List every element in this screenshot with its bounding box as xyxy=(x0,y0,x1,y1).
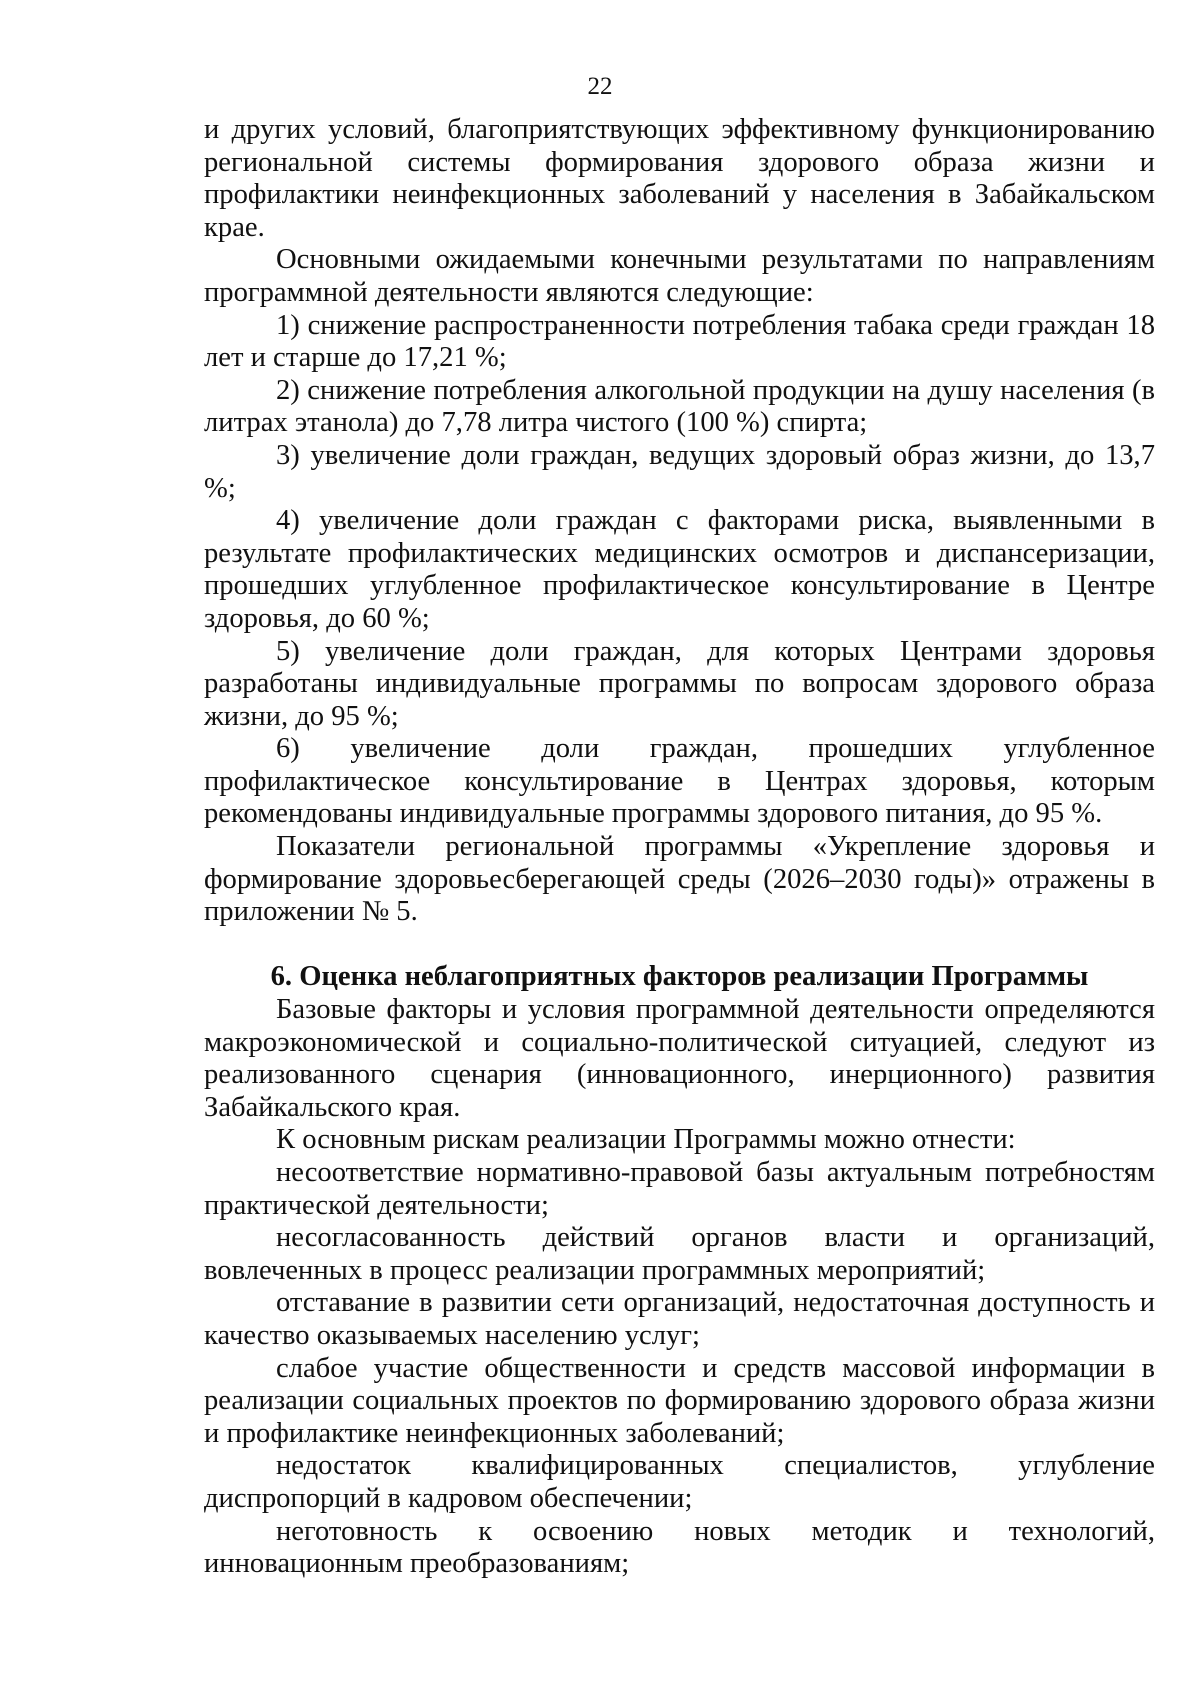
list-item-risk-6: неготовность к освоению новых методик и технологий, инновационным преобразованиям; xyxy=(204,1515,1155,1580)
list-item-result-5: 5) увеличение доли граждан, для которых Центрами здоровья разработаны индивидуальные программы по вопросам здорового образа жизни, до 95 %; xyxy=(204,635,1155,732)
list-item-result-3: 3) увеличение доли граждан, ведущих здоровый образ жизни, до 13,7 %; xyxy=(204,439,1155,504)
list-item-risk-2: несогласованность действий органов власти и организаций, вовлеченных в процесс реализации программных мероприятий; xyxy=(204,1222,1155,1286)
list-item-risk-4: слабое участие общественности и средств массовой информации в реализации социальных проектов по формированию здорового образа жизни и профилактике неинфекционных заболеваний; xyxy=(204,1352,1155,1449)
paragraph-base-factors: Базовые факторы и условия программной деятельности определяются макроэкономической и социально-политической ситуацией, следуют из реализованного сценария (инновационного, инерционного) развития Забайкальского края. xyxy=(204,994,1155,1123)
paragraph-results-intro: Основными ожидаемыми конечными результатами по направлениям программной деятельности являются следующие: xyxy=(204,244,1155,308)
list-item-risk-5: недостаток квалифицированных специалистов, углубление диспропорций в кадровом обеспечении; xyxy=(204,1450,1155,1514)
section-heading: 6. Оценка неблагоприятных факторов реализации Программы xyxy=(270,961,1089,993)
list-item-result-1: 1) снижение распространенности потребления табака среди граждан 18 лет и старше до 17,21 %; xyxy=(204,309,1155,374)
paragraph-indicators: Показатели региональной программы «Укрепление здоровья и формирование здоровьесберегающей среды (2026–2030 годы)» отражены в приложении № 5. xyxy=(204,831,1155,928)
document-body xyxy=(204,114,1155,1581)
list-item-result-4: 4) увеличение доли граждан с факторами риска, выявленными в результате профилактических медицинских осмотров и диспансеризации, прошедших углубленное профилактическое консультирование в Центре здоровья, до 60 %; xyxy=(204,505,1155,634)
paragraph-risks-intro: К основным рискам реализации Программы можно отнести: xyxy=(276,1124,1016,1156)
page-number: 22 xyxy=(587,73,613,100)
list-item-result-2: 2) снижение потребления алкогольной продукции на душу населения (в литрах этанола) до 7,78 литра чистого (100 %) спирта; xyxy=(204,374,1155,439)
list-item-risk-1: несоответствие нормативно-правовой базы актуальным потребностям практической деятельности; xyxy=(204,1157,1155,1221)
paragraph-continuation: и других условий, благоприятствующих эффективному функционированию региональной системы формирования здорового образа жизни и профилактики неинфекционных заболеваний у населения в Забайкальском крае. xyxy=(204,114,1155,243)
list-item-risk-3: отставание в развитии сети организаций, недостаточная доступность и качество оказываемых населению услуг; xyxy=(204,1287,1155,1351)
list-item-result-6: 6) увеличение доли граждан, прошедших углубленное профилактическое консультирование в Центрах здоровья, которым рекомендованы индивидуальные программы здорового питания, до 95 %. xyxy=(204,733,1155,830)
